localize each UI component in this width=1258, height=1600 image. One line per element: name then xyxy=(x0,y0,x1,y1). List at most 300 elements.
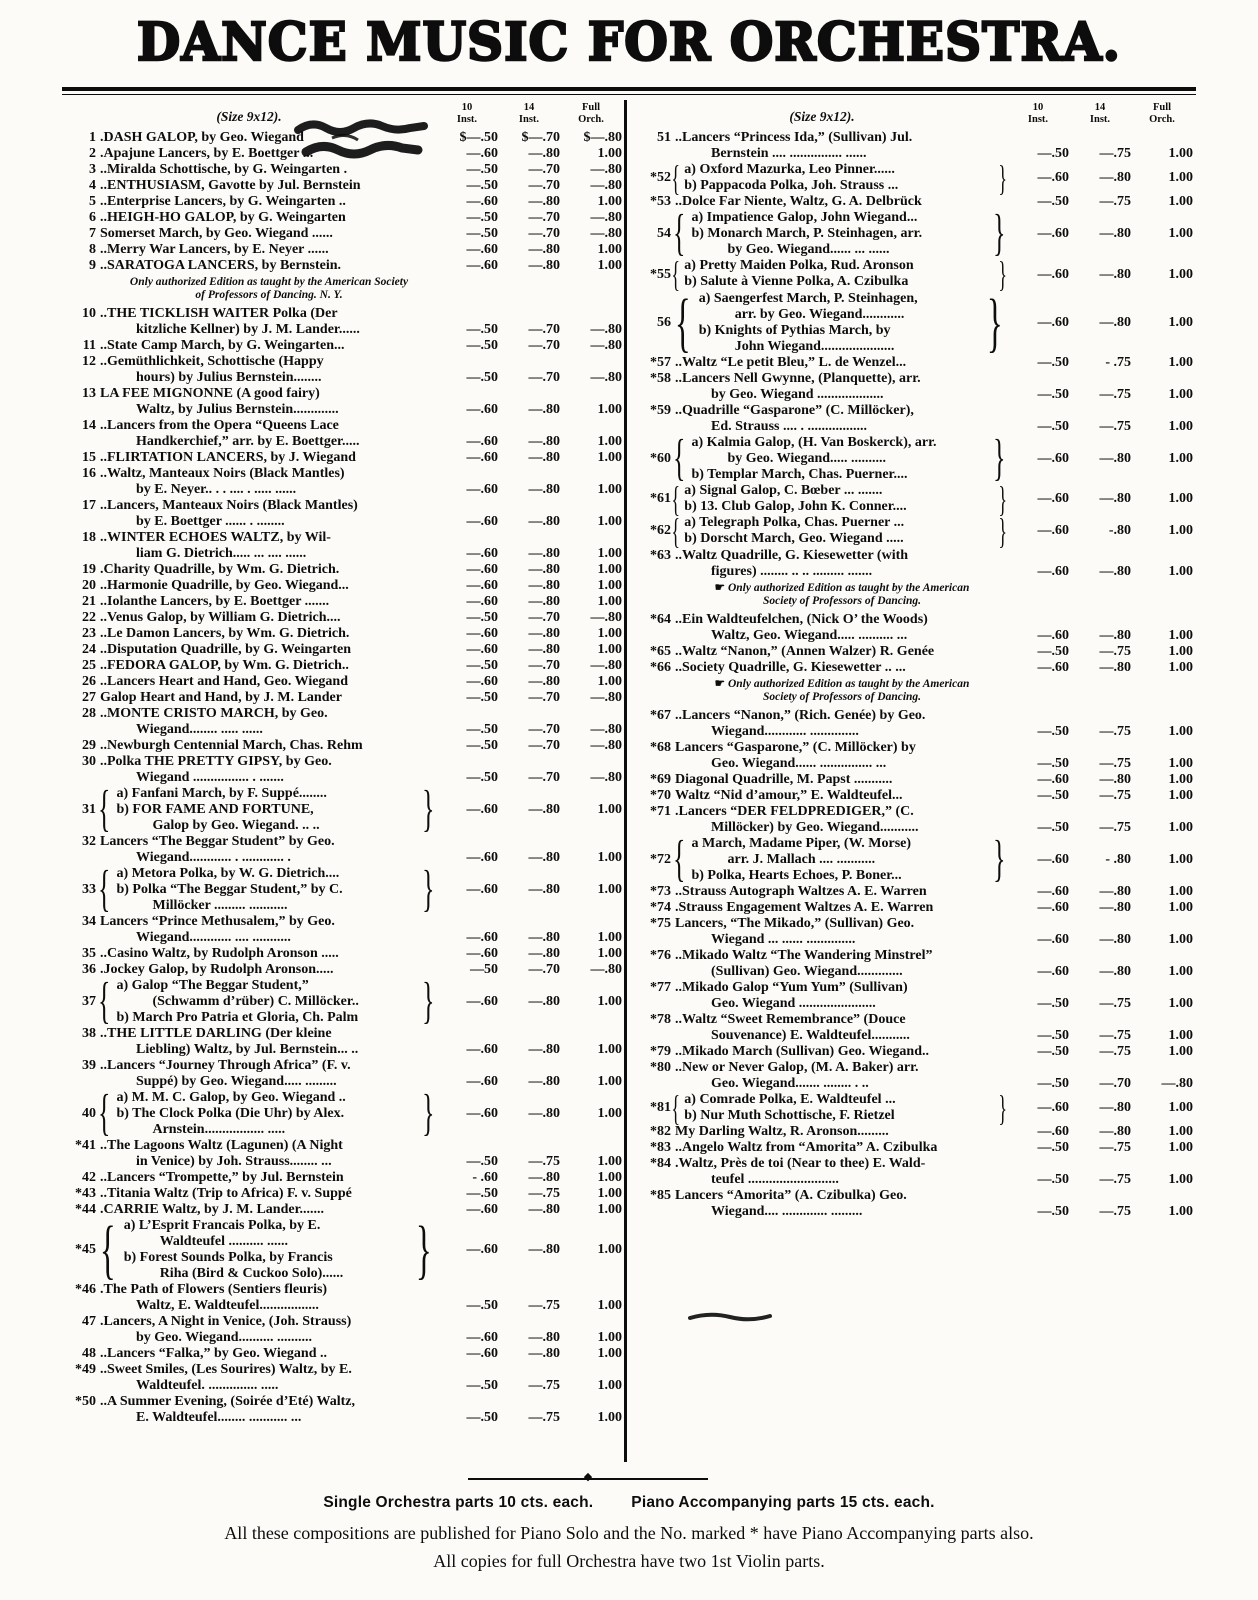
price-full-orch: —.80 xyxy=(590,178,622,193)
price-14inst: —.80 xyxy=(1099,963,1131,979)
catalog-entry xyxy=(62,258,622,274)
price-full-orch: 1.00 xyxy=(597,850,622,865)
entry-number: *53 xyxy=(650,194,671,210)
size-label: (Size 9x12). xyxy=(216,109,282,124)
catalog-entry xyxy=(62,562,622,578)
column-divider-rule xyxy=(624,100,627,1462)
entry-number: *75 xyxy=(650,915,671,931)
group-brace-left: { xyxy=(673,205,686,262)
entry-text-line: Lancers “Prince Methusalem,” by Geo. xyxy=(100,914,335,929)
entry-number: 16 xyxy=(82,466,96,481)
catalog-entry xyxy=(62,146,622,162)
entry-prices xyxy=(436,882,622,898)
price-full-orch: 1.00 xyxy=(1168,1171,1193,1187)
price-14inst: —.75 xyxy=(528,1186,560,1201)
price-full-orch: 1.00 xyxy=(597,546,622,561)
entry-title xyxy=(96,834,436,866)
entry-title xyxy=(96,386,436,418)
price-10inst: —.60 xyxy=(1037,931,1069,947)
entry-text-line: by Geo. Wiegand...... ... ...... xyxy=(727,242,890,258)
price-10inst: —.50 xyxy=(466,226,498,241)
entry-prices xyxy=(1007,1076,1193,1092)
catalog-entry xyxy=(62,1186,622,1202)
entry-prices xyxy=(436,546,622,562)
price-10inst: —.50 xyxy=(1037,819,1069,835)
entry-prices xyxy=(436,658,622,674)
price-14inst: - .75 xyxy=(1105,354,1131,370)
price-14inst: —.80 xyxy=(1099,1123,1131,1139)
price-14inst: —.80 xyxy=(528,850,560,865)
entry-title xyxy=(96,146,436,162)
entry-title xyxy=(96,306,436,338)
price-14inst: —.75 xyxy=(1099,1139,1131,1155)
entry-text-line: ..Enterprise Lancers, by G. Weingarten .. xyxy=(100,194,346,209)
entry-text-line: .Waltz, Près de toi (Near to thee) E. Wald- xyxy=(675,1155,926,1171)
price-10inst: —.50 xyxy=(1037,1027,1069,1043)
entry-number: 33 xyxy=(82,882,96,897)
entry-number: *49 xyxy=(75,1362,96,1377)
price-14inst: —.75 xyxy=(1099,995,1131,1011)
entry-text-line: (Sullivan) Geo. Wiegand............. xyxy=(711,963,903,979)
catalog-entry xyxy=(637,254,1193,295)
entry-prices xyxy=(1007,1204,1193,1220)
price-full-orch: 1.00 xyxy=(1168,170,1193,186)
catalog-entry xyxy=(62,130,622,146)
entry-number: *73 xyxy=(650,883,671,899)
price-14inst: —.80 xyxy=(1099,266,1131,282)
entry-text-line: a) M. M. C. Galop, by Geo. Wiegand .. xyxy=(116,1090,346,1105)
price-14inst: —.80 xyxy=(528,434,560,449)
footer-price-note xyxy=(0,1494,1258,1512)
entry-text-line: b) Salute à Vienne Polka, A. Czibulka xyxy=(684,274,909,290)
entry-number: *59 xyxy=(650,402,671,418)
price-14inst: -.80 xyxy=(1108,523,1131,539)
price-full-orch: 1.00 xyxy=(1168,226,1193,242)
entry-title xyxy=(680,1092,997,1124)
entry-prices xyxy=(1007,820,1193,836)
price-full-orch: 1.00 xyxy=(597,146,622,161)
group-brace-left: { xyxy=(671,158,680,198)
entry-text-line: a) Oxford Mazurka, Leo Pinner...... xyxy=(684,162,895,177)
entry-prices xyxy=(436,370,622,386)
entry-number: 47 xyxy=(82,1314,96,1329)
price-14inst: —.75 xyxy=(528,1410,560,1425)
entry-text-line: in Venice) by Joh. Strauss........ ... xyxy=(136,1154,332,1169)
group-brace-right: } xyxy=(998,478,1007,519)
price-full-orch: 1.00 xyxy=(1168,819,1193,835)
price-full-orch: —.80 xyxy=(590,162,622,177)
catalog-entry xyxy=(637,660,1193,676)
catalog-entry xyxy=(637,194,1193,210)
col-header-14-inst: Inst. xyxy=(1089,113,1111,125)
entry-title xyxy=(680,483,997,515)
entry-prices xyxy=(436,562,622,578)
entry-text-line: liam G. Dietrich..... ... .... ...... xyxy=(136,546,307,561)
entry-prices xyxy=(1007,523,1193,539)
entry-title xyxy=(671,1140,1007,1156)
entry-text-line: teufel .......................... xyxy=(711,1171,839,1187)
entry-number: 37 xyxy=(82,994,96,1009)
entry-text-line: ..Dolce Far Niente, Waltz, G. A. Delbrück xyxy=(675,194,922,210)
price-14inst: —.75 xyxy=(1099,194,1131,210)
price-10inst: —.60 xyxy=(466,546,498,561)
footer-piano-parts-note: Piano Accompanying parts 15 cts. each. xyxy=(631,1494,935,1511)
entry-text-line: ..Casino Waltz, by Rudolph Aronson ..... xyxy=(100,946,339,961)
price-full-orch: 1.00 xyxy=(1168,931,1193,947)
entry-text-line: ..Waltz Quadrille, G. Kiesewetter (with xyxy=(675,547,909,563)
entry-title xyxy=(96,1282,436,1314)
catalog-entry xyxy=(637,916,1193,948)
col-header-14inst xyxy=(498,102,560,125)
catalog-entry xyxy=(637,130,1193,162)
entry-title xyxy=(96,162,436,178)
price-10inst: —.60 xyxy=(466,242,498,257)
entry-number: *50 xyxy=(75,1394,96,1409)
entry-text-line: arr. by Geo. Wiegand............ xyxy=(734,306,905,322)
catalog-entry xyxy=(62,1346,622,1362)
col-header-orch: Orch. xyxy=(578,113,604,125)
price-10inst: —.50 xyxy=(466,770,498,785)
catalog-entry xyxy=(62,861,622,918)
price-10inst: —.60 xyxy=(466,882,498,897)
price-14inst: —.75 xyxy=(1099,386,1131,402)
price-10inst: —.50 xyxy=(1037,723,1069,739)
price-full-orch: 1.00 xyxy=(1168,450,1193,466)
price-10inst: —.50 xyxy=(466,1378,498,1393)
catalog-entry xyxy=(637,403,1193,435)
price-10inst: —.60 xyxy=(1037,899,1069,915)
price-full-orch: 1.00 xyxy=(1168,146,1193,161)
entry-title xyxy=(112,978,419,1026)
entry-number: 25 xyxy=(82,658,96,673)
catalog-entry xyxy=(637,371,1193,403)
entry-number: *61 xyxy=(650,490,671,506)
col-header-10: 10 xyxy=(461,102,473,113)
price-14inst: —.80 xyxy=(528,242,560,257)
entry-title xyxy=(96,690,436,706)
entry-number: *66 xyxy=(650,659,671,675)
group-brace-right: } xyxy=(421,1085,434,1142)
entry-text-line: Arnstein................. ..... xyxy=(152,1122,286,1137)
entry-text-line: .Apajune Lancers, by E. Boettger ... xyxy=(100,146,314,161)
price-full-orch: 1.00 xyxy=(597,450,622,465)
price-14inst: —.80 xyxy=(1099,226,1131,242)
price-10inst: —.50 xyxy=(1037,1043,1069,1059)
price-10inst: —.50 xyxy=(1037,755,1069,771)
entry-prices xyxy=(436,1186,622,1202)
price-10inst: —.60 xyxy=(466,1346,498,1361)
catalog-entry xyxy=(637,884,1193,900)
price-10inst: —.60 xyxy=(466,1106,498,1121)
entry-number: *71 xyxy=(650,803,671,819)
entry-text-line: ..Miralda Schottische, by G. Weingarten . xyxy=(100,162,348,177)
price-14inst: —.80 xyxy=(528,930,560,945)
catalog-entry xyxy=(637,900,1193,916)
price-full-orch: 1.00 xyxy=(597,242,622,257)
entry-text-line: ..Lancers, Manteaux Noirs (Black Mantles) xyxy=(100,498,358,513)
price-full-orch: 1.00 xyxy=(597,642,622,657)
entry-text-line: Lancers “Amorita” (A. Czibulka) Geo. xyxy=(675,1187,907,1203)
price-14inst: —.70 xyxy=(528,690,560,705)
entry-text-line: .The Path of Flowers (Sentiers fleuris) xyxy=(100,1282,328,1297)
price-14inst: —.80 xyxy=(528,1242,560,1257)
catalog-entry xyxy=(637,644,1193,660)
price-14inst: —.80 xyxy=(528,1106,560,1121)
entry-number: 48 xyxy=(82,1346,96,1361)
price-14inst: —.80 xyxy=(1099,563,1131,579)
entry-number: 2 xyxy=(89,146,96,161)
entry-text-line: ..ENTHUSIASM, Gavotte by Jul. Bernstein xyxy=(100,178,361,193)
entry-text-line: a) L’Esprit Francais Polka, by E. xyxy=(123,1218,321,1233)
price-10inst: —.60 xyxy=(1037,450,1069,466)
entry-title xyxy=(96,578,436,594)
entry-prices xyxy=(1007,387,1193,403)
entry-number: 5 xyxy=(89,194,96,209)
group-brace-left: { xyxy=(671,1087,680,1128)
entry-text-line: Wiegand............ . ............ . xyxy=(136,850,291,865)
entry-title xyxy=(96,1186,436,1202)
entry-title xyxy=(96,1058,436,1090)
price-10inst: —.60 xyxy=(1037,1123,1069,1139)
entry-title xyxy=(96,1202,436,1218)
entry-text-line: by E. Neyer.. . . .... . ..... ...... xyxy=(136,482,297,497)
entry-prices xyxy=(1007,355,1193,371)
entry-title xyxy=(112,1090,419,1138)
price-10inst: —.60 xyxy=(1037,851,1069,867)
catalog-entry xyxy=(62,162,622,178)
entry-title xyxy=(671,980,1007,1012)
price-full-orch: 1.00 xyxy=(597,994,622,1009)
catalog-entry xyxy=(62,834,622,866)
entry-text-line: ..Lancers “Falka,” by Geo. Wiegand .. xyxy=(100,1346,328,1361)
price-14inst: —.80 xyxy=(528,1170,560,1185)
price-14inst: —.80 xyxy=(528,626,560,641)
price-10inst: —.50 xyxy=(1037,386,1069,402)
price-full-orch: 1.00 xyxy=(597,1346,622,1361)
entry-title xyxy=(96,1314,436,1346)
entry-title xyxy=(671,948,1007,980)
entry-prices xyxy=(1007,1028,1193,1044)
entry-text-line: a) Kalmia Galop, (H. Van Boskerck), arr. xyxy=(691,434,937,450)
price-full-orch: 1.00 xyxy=(597,1074,622,1089)
price-10inst: —.50 xyxy=(1037,354,1069,370)
price-full-orch: 1.00 xyxy=(1168,194,1193,210)
entry-title xyxy=(671,660,1007,676)
price-full-orch: 1.00 xyxy=(1168,851,1193,867)
note-line: Society of Professors of Dancing. xyxy=(762,594,922,607)
col-header-14: 14 xyxy=(523,102,535,113)
price-14inst: —.75 xyxy=(1099,723,1131,739)
catalog-entry xyxy=(637,1012,1193,1044)
col-header-10inst xyxy=(436,102,498,125)
entry-prices xyxy=(1007,1100,1193,1116)
left-column-header xyxy=(62,102,622,125)
entry-text-line: Lancers, “The Mikado,” (Sullivan) Geo. xyxy=(675,915,915,931)
entry-text-line: a) Saengerfest March, P. Steinhagen, xyxy=(698,290,918,306)
catalog-entry xyxy=(637,1140,1193,1156)
group-brace-right: } xyxy=(998,511,1007,552)
group-brace-left: { xyxy=(671,254,680,295)
entry-text-line: Galop Heart and Hand, by J. M. Lander xyxy=(100,690,342,705)
price-14inst: —.70 xyxy=(528,738,560,753)
catalog-entry xyxy=(637,158,1193,198)
entry-prices xyxy=(436,594,622,610)
entry-title xyxy=(671,1188,1007,1220)
entry-title xyxy=(96,466,436,498)
entry-text-line: ..New or Never Galop, (M. A. Baker) arr. xyxy=(675,1059,919,1075)
entry-title xyxy=(96,626,436,642)
entry-number: 14 xyxy=(82,418,96,433)
price-full-orch: 1.00 xyxy=(1168,418,1193,434)
entry-text-line: John Wiegand..................... xyxy=(734,338,895,354)
entry-prices xyxy=(436,162,622,178)
entry-text-line: b) Polka, Hearts Echoes, P. Boner... xyxy=(691,867,902,883)
catalog-entry xyxy=(62,946,622,962)
entry-text-line: a) Pretty Maiden Polka, Rud. Aronson xyxy=(684,258,914,274)
price-14inst: —.80 xyxy=(1099,450,1131,466)
entry-number: 23 xyxy=(82,626,96,641)
entry-text-line: b) Knights of Pythias March, by xyxy=(698,322,891,338)
price-full-orch: —.80 xyxy=(590,210,622,225)
entry-number: 17 xyxy=(82,498,96,513)
price-14inst: —.70 xyxy=(528,322,560,337)
footer-ornament-rule xyxy=(468,1471,708,1483)
price-14inst: —.80 xyxy=(528,194,560,209)
entry-text-line: by E. Boettger ...... . ........ xyxy=(136,514,285,529)
entry-title xyxy=(671,355,1007,371)
price-14inst: —.70 xyxy=(528,210,560,225)
price-10inst: —.60 xyxy=(466,514,498,529)
price-10inst: —.50 xyxy=(466,370,498,385)
price-14inst: —.80 xyxy=(528,1346,560,1361)
price-14inst: —.80 xyxy=(1099,899,1131,915)
price-14inst: —.80 xyxy=(528,802,560,817)
price-10inst: —.50 xyxy=(466,210,498,225)
catalog-entry xyxy=(637,478,1193,519)
entry-number: 39 xyxy=(82,1058,96,1073)
price-full-orch: —.80 xyxy=(590,658,622,673)
group-brace-right: } xyxy=(416,1213,433,1287)
price-10inst: —.60 xyxy=(466,402,498,417)
entry-prices xyxy=(436,1410,622,1426)
entry-prices xyxy=(436,322,622,338)
footer-violin-note: All copies for full Orchestra have two 1st Violin parts. xyxy=(433,1551,825,1571)
group-brace-left: { xyxy=(671,478,680,519)
group-brace-left: { xyxy=(98,781,111,838)
entry-number: 15 xyxy=(82,450,96,465)
price-full-orch: 1.00 xyxy=(1168,963,1193,979)
price-full-orch: 1.00 xyxy=(1168,490,1193,506)
entry-prices xyxy=(1007,170,1193,186)
entry-prices xyxy=(436,962,622,978)
price-14inst: —.80 xyxy=(1099,627,1131,643)
catalog-entry xyxy=(62,306,622,338)
price-10inst: —.50 xyxy=(1037,1203,1069,1219)
price-10inst: —.60 xyxy=(466,1242,498,1257)
entry-prices xyxy=(1007,644,1193,660)
price-10inst: —.60 xyxy=(466,930,498,945)
price-14inst: —.80 xyxy=(528,546,560,561)
price-14inst: —.80 xyxy=(1099,1099,1131,1115)
page-title: DANCE MUSIC FOR ORCHESTRA. xyxy=(136,10,1122,73)
catalog-entry xyxy=(62,386,622,418)
price-10inst: —.60 xyxy=(1037,314,1069,330)
entry-text-line: .Charity Quadrille, by Wm. G. Dietrich. xyxy=(100,562,340,577)
entry-text-line: ..Waltz “Nanon,” (Annen Walzer) R. Genée xyxy=(675,643,935,659)
right-column-header xyxy=(637,102,1193,125)
entry-text-line: b) Forest Sounds Polka, by Francis xyxy=(123,1250,333,1265)
price-10inst: —.50 xyxy=(1037,643,1069,659)
price-full-orch: 1.00 xyxy=(597,1042,622,1057)
entry-number: 28 xyxy=(82,706,96,721)
entry-prices xyxy=(436,946,622,962)
entry-number: *67 xyxy=(650,707,671,723)
entry-number: *65 xyxy=(650,643,671,659)
entry-number: 40 xyxy=(82,1106,96,1121)
entry-number: 8 xyxy=(89,242,96,257)
entry-number: *76 xyxy=(650,947,671,963)
entry-number: 24 xyxy=(82,642,96,657)
entry-prices xyxy=(1007,788,1193,804)
entry-prices xyxy=(436,338,622,354)
entry-title xyxy=(112,866,419,914)
entry-text-line: a) Galop “The Beggar Student,” xyxy=(116,978,309,993)
price-full-orch: 1.00 xyxy=(597,402,622,417)
entry-text-line: ..Merry War Lancers, by E. Neyer ...... xyxy=(100,242,329,257)
price-10inst: $—.50 xyxy=(459,130,498,145)
catalog-columns xyxy=(62,100,1196,1462)
entry-number: *45 xyxy=(75,1242,96,1257)
group-brace-right: } xyxy=(998,254,1007,295)
entry-prices xyxy=(1007,1140,1193,1156)
entry-text-line: Souvenance) E. Waldteufel........... xyxy=(711,1027,910,1043)
col-header-10inst xyxy=(1007,102,1069,125)
entry-number: 11 xyxy=(82,338,96,353)
entry-text-line: Waldteufel .......... ...... xyxy=(159,1234,289,1249)
diamond-ornament-icon: ◆ xyxy=(583,1471,593,1483)
entry-text-line: by Geo. Wiegand..... .......... xyxy=(727,450,887,466)
authorized-edition-note xyxy=(92,276,446,302)
entry-title xyxy=(96,914,436,946)
price-14inst: —.70 xyxy=(528,226,560,241)
catalog-entry xyxy=(62,354,622,386)
entry-text-line: b) Polka “The Beggar Student,” by C. xyxy=(116,882,343,897)
price-full-orch: 1.00 xyxy=(1168,523,1193,539)
entry-title xyxy=(671,772,1007,788)
group-brace-right: } xyxy=(987,286,1004,360)
note-line: Society of Professors of Dancing. xyxy=(762,690,922,703)
entry-text-line: a) Impatience Galop, John Wiegand... xyxy=(691,210,918,226)
price-full-orch: 1.00 xyxy=(1168,627,1193,643)
entry-prices xyxy=(1007,724,1193,740)
entry-title xyxy=(671,788,1007,804)
price-14inst: —.80 xyxy=(528,994,560,1009)
price-full-orch: —.80 xyxy=(590,962,622,977)
entry-prices xyxy=(436,802,622,818)
entry-title xyxy=(671,194,1007,210)
entry-prices xyxy=(436,450,622,466)
entry-title xyxy=(671,1156,1007,1188)
entry-title xyxy=(96,530,436,562)
catalog-entry xyxy=(62,754,622,786)
price-full-orch: 1.00 xyxy=(597,674,622,689)
catalog-entry xyxy=(62,450,622,466)
entry-number: 13 xyxy=(82,386,96,401)
entry-text-line: Somerset March, by Geo. Wiegand ...... xyxy=(100,226,333,241)
entry-text-line: ..Le Damon Lancers, by Wm. G. Dietrich. xyxy=(100,626,350,641)
entry-text-line: Waltz, by Julius Bernstein............. xyxy=(136,402,339,417)
price-14inst: —.75 xyxy=(1099,643,1131,659)
